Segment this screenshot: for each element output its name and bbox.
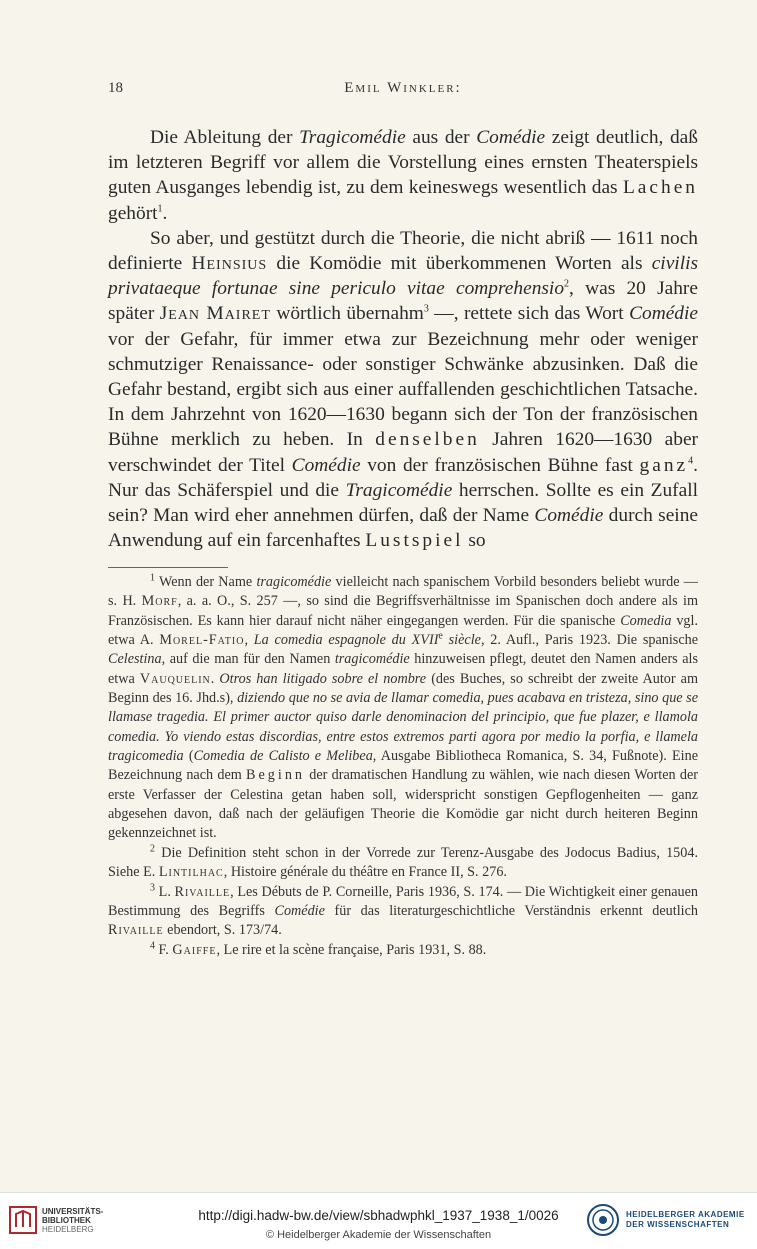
spaced-word: Lustspiel — [365, 530, 464, 552]
academy-name[interactable]: HEIDELBERGER AKADEMIE DER WISSENSCHAFTEN — [626, 1210, 745, 1229]
author-name: Heinsius — [191, 253, 268, 275]
page-header — [108, 80, 698, 102]
footnote-ref-2[interactable]: 2 — [564, 278, 570, 290]
paragraph-1: Die Ableitung der Tragicomédie aus der Comédie zeigt deutlich, daß im letzteren Begriff vor allem die Vorstellung eines ernsten Theaterspiels guten Ausganges lebendig ist, zu dem keineswegs wesentlich das Lachen gehört$^1$. — [108, 127, 698, 224]
footnote-2: $^2$ Die Definition steht schon in der Vorrede zur Terenz-Ausgabe des Jodocus Badius, 1504. Siehe E. Lintilhac, Histoire générale du théâtre en France II, S. 276. — [108, 843, 698, 881]
spaced-word: denselben — [375, 429, 480, 451]
page-number: 18 — [108, 80, 123, 96]
footnote-1: $^1$ Wenn der Name tragicomédie vielleicht nach spanischem Vorbild besonders beliebt wurde — s. H. Morf, a. a. O., S. 257 —, so sind die Begriffsverhältnisse im Spanischen doch andere als im Französischen. Es kann hier darauf nicht näher eingegangen werden. Für die spanische Comedia vgl. etwa A. Morel-Fatio, La comedia espagnole du XVIIe siècle, 2. Aufl., Paris 1923. Die spanische Celestina, auf die man für den Namen tragicomédie hinzuweisen pflegt, deutet den Namen anders als etwa Vauquelin. Otros han litigado sobre el nombre (des Buches, so schreibt der zweite Autor am Beginn des 16. Jhd.s), diziendo que no se avia de llamar comedia, pues acabava en tristeza, sino que se llamase tragedia. El primer auctor quiso darle denominacion del principio, que fue plazer, e llamola comedia. Yo viendo estas discordias, entre estos extremos parti agora por medio la porfia, e llamela tragicomedia (Comedia de Calisto e Melibea, Ausgabe Bibliotheca Romanica, S. 34, Fußnote). Eine Bezeichnung nach dem Beginn der dramatischen Handlung zu wählen, wie nach diesen Worten der erste Verfasser der Celestina getan haben soll, widerspricht sonstigen Gepflogenheiten — ganz abgesehen davon, daß nach der geläufigen Theorie die Komödie gar nicht durch heiteren Beginn gekennzeichnet ist. — [108, 572, 699, 842]
permalink-url[interactable]: http://digi.hadw-bw.de/view/sbhadwphkl_1937_1938_1/0026 — [198, 1208, 559, 1223]
university-library-name[interactable]: UNIVERSITÄTS- BIBLIOTHEK HEIDELBERG — [42, 1207, 104, 1234]
footnote-4: $^4$ F. Gaiffe, Le rire et la scène française, Paris 1931, S. 88. — [150, 939, 487, 958]
running-head: Emil Winkler: — [344, 80, 462, 96]
footnotes — [108, 573, 698, 960]
footnote-3: $^3$ L. Rivaille, Les Débuts de P. Corneille, Paris 1936, S. 174. — Die Wichtigkeit einer genauen Bestimmung des Begriffs Comédie für das literaturgeschichtliche Verständnis erkennt deutlich Rivaille ebendort, S. 173/74. — [108, 881, 699, 939]
copyright-notice: © Heidelberger Akademie der Wissenschaften — [265, 1229, 492, 1241]
author-name: Jean Mairet — [159, 303, 271, 325]
viewer-footer — [0, 1192, 757, 1249]
footnote-divider — [108, 567, 228, 568]
spaced-word: ganz — [639, 454, 689, 476]
footnote-ref-3[interactable]: 3 — [423, 303, 429, 315]
footnote-ref-1[interactable]: 1 — [157, 203, 163, 215]
paragraph-2: So aber, und gestützt durch die Theorie, die nicht abriß — 1611 noch definierte Heinsius die Komödie mit überkommenen Worten als civilis privataeque fortunae sine periculo vitae comprehensio$^2$, was 20 Jahre später Jean Mairet wörtlich übernahm$^3$ —, rettete sich das Wort Comédie vor der Gefahr, für immer etwa zur Bezeichnung mehr oder weniger schmutziger Renaissance- oder sonstiger Schwänke abzusinken. Daß die Gefahr bestand, ergibt sich aus einer auffallenden geschichtlichen Tatsache. In dem Jahrzehnt von 1620—1630 begann sich der Ton der französischen Bühne merklich zu heben. In denselben Jahren 1620—1630 aber verschwindet der Titel Comédie von der französischen Bühne fast ganz$^4$. Nur das Schäferspiel und die Tragicomédie herrschen. Sollte es ein Zufall sein? Man wird eher annehmen dürfen, daß der Name Comédie durch seine Anwendung auf ein farcenhaftes Lustspiel so — [108, 227, 699, 552]
footnote-ref-4[interactable]: 4 — [688, 455, 694, 467]
academy-seal-icon[interactable] — [586, 1203, 620, 1237]
body-text — [108, 125, 698, 553]
spaced-word: Lachen — [622, 177, 698, 199]
